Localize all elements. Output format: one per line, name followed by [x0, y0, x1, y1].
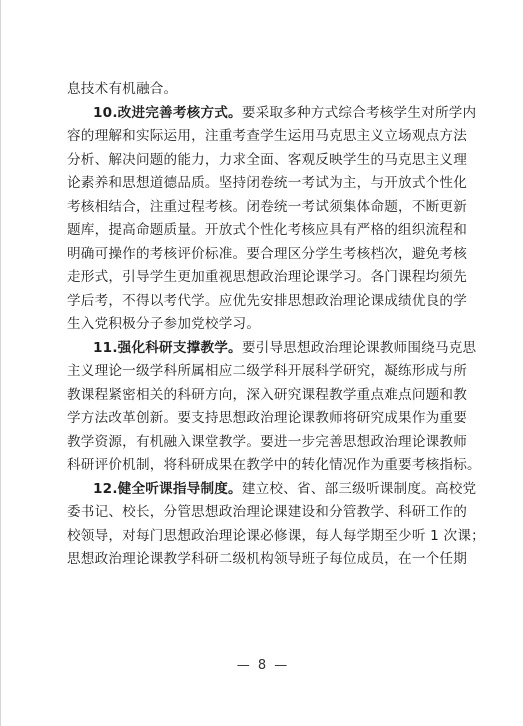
text-line: 思想政治理论课教学科研二级机构领导班子每位成员，在一个任期	[67, 551, 468, 567]
text-line: 明确可操作的考核评价标准。要合理区分学生考核档次，避免考核	[67, 245, 468, 262]
text-line: 教课程紧密相关的科研方向，深入研究课程教学重点难点问题和教	[67, 386, 468, 403]
paragraph-12	[67, 478, 485, 572]
text-line: 走形式，引导学生更加重视思想政治理论课学习。各门课程均须先	[67, 269, 468, 285]
text-line: 容的理解和实际运用，注重考查学生运用马克思主义立场观点方法	[67, 128, 468, 144]
text-line: 10.改进完善考核方式。要采取多种方式综合考核学生对所学内	[93, 104, 477, 121]
text-line: 论素养和思想道德品质。坚持闭卷统一考试为主，与开放式个性化	[67, 175, 468, 191]
text-line: 学后考，不得以考代学。应优先安排思想政治理论课成绩优良的学	[67, 292, 468, 309]
section-heading: 10.改进完善考核方式。	[93, 104, 242, 121]
body-text	[67, 78, 485, 572]
text-line: 校领导，对每门思想政治理论课必修课，每人每学期至少听 1 次课；	[67, 527, 485, 544]
text-line: 教学资源，有机融入课堂教学。要进一步完善思想政治理论课教师	[67, 433, 468, 450]
page-number: — 8 —	[236, 658, 290, 673]
text-line: 息技术有机融合。	[67, 81, 178, 97]
text-line: 主义理论一级学科所属相应二级学科开展科学研究，凝练形成与所	[67, 363, 468, 379]
text-line: 学方法改革创新。要支持思想政治理论课教师将研究成果作为重要	[67, 410, 468, 426]
text-line: 科研评价机制，将科研成果在教学中的转化情况作为重要考核指标。	[67, 457, 481, 473]
paragraph-11	[67, 337, 481, 478]
section-heading: 12.健全听课指导制度。	[93, 480, 242, 497]
text-line: 11.强化科研支撑教学。要引导思想政治理论课教师围绕马克思	[93, 339, 477, 356]
text-line: 分析、解决问题的能力，力求全面、客观反映学生的马克思主义理	[67, 151, 468, 168]
text-line: 委书记、校长，分管思想政治理论课建设和分管教学、科研工作的	[67, 504, 468, 520]
text-line: 12.健全听课指导制度。建立校、省、部三级听课制度。高校党	[93, 480, 477, 497]
paragraph-10	[67, 102, 477, 337]
section-heading: 11.强化科研支撑教学。	[93, 339, 242, 356]
text-line: 生入党积极分子参加党校学习。	[67, 316, 261, 332]
text-line: 题库，提高命题质量。开放式个性化考核应具有严格的组织流程和	[67, 222, 468, 238]
paragraph-9-end	[67, 78, 461, 102]
text-line: 考核相结合，注重过程考核。闭卷统一考试须集体命题，不断更新	[67, 198, 468, 215]
